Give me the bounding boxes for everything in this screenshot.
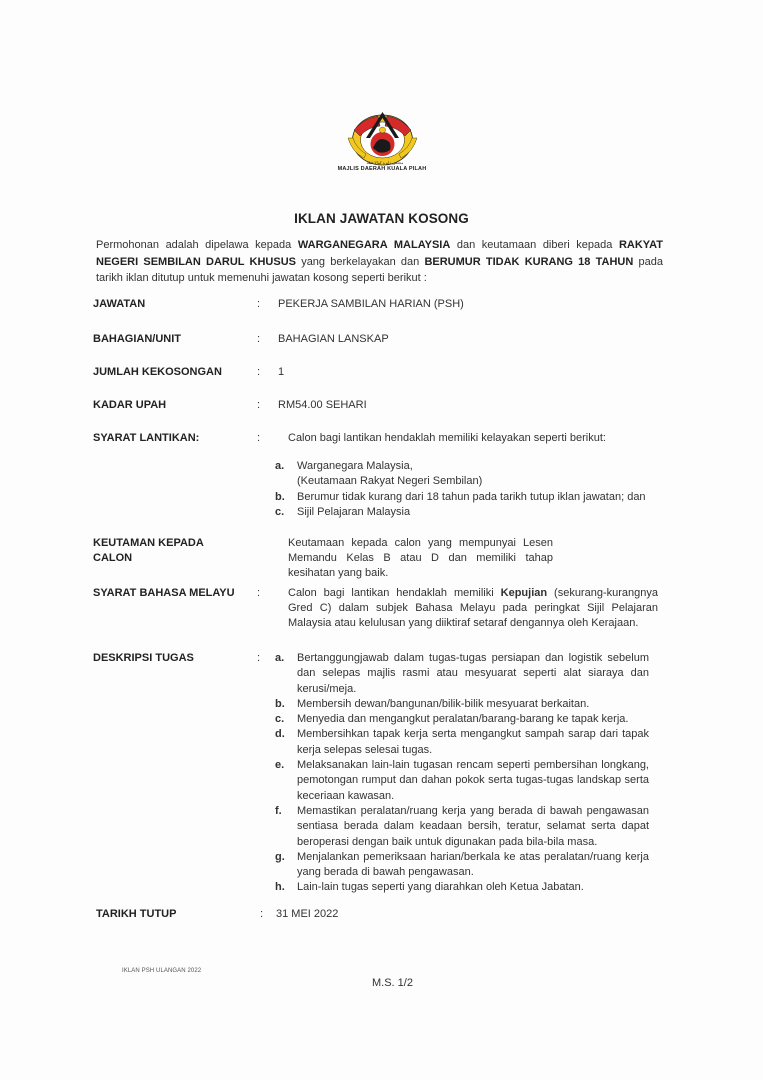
page-title: IKLAN JAWATAN KOSONG [294,211,469,226]
list-text: Melaksanakan lain-lain tugasan rencam seperti pembersihan longkang, pemotongan rumput dan dahan pokok serta tugas-tugas landskap serta keceriaan kawasan. [297,759,649,802]
field-label: JUMLAH KEKOSONGAN [93,366,222,378]
list-item [275,758,649,804]
list-item [275,880,649,895]
list-marker: d. [275,728,285,741]
intro-text: dan keutamaan diberi kepada [450,239,619,251]
field-label: BAHAGIAN/UNIT [93,333,181,345]
list-marker: b. [275,490,285,503]
field-value: RM54.00 SEHARI [278,399,367,411]
field-value: BAHAGIAN LANSKAP [278,333,389,345]
intro-bold: WARGANEGARA MALAYSIA [297,239,451,251]
list-item [275,850,649,881]
list-marker: b. [275,697,285,710]
list-text: (Keutamaan Rakyat Negeri Sembilan) [297,475,483,488]
colon: : [257,652,261,664]
colon: : [257,399,261,411]
field-label: SYARAT LANTIKAN: [93,432,200,444]
list-text: Memastikan peralatan/ruang kerja yang berada di bawah pengawasan sentiasa berada dalam keadaan bersih, teratur, selamat serta dapat beroperasi dengan baik untuk digunakan pada bila-bila masa. [297,804,649,848]
field-label: JAWATAN [93,298,146,310]
field-value: 1 [278,366,285,378]
colon: : [257,432,261,444]
intro-bold: BERUMUR TIDAK KURANG 18 TAHUN [424,255,634,268]
field-label: KADAR UPAH [93,399,167,411]
list-marker: a. [275,652,285,664]
field-label: DESKRIPSI TUGAS [93,652,194,664]
field-value [288,586,658,631]
list-text: Berumur tidak kurang dari 18 tahun pada tarikh tutup iklan jawatan; dan [297,490,646,503]
list-marker: f. [275,804,282,817]
field-value: Calon bagi lantikan hendaklah memiliki kelayakan seperti berikut: [288,432,606,444]
list-item [275,490,675,505]
list-item [275,804,649,850]
intro-paragraph [96,237,663,287]
page-number: M.S. 1/2 [372,977,413,989]
field-label-line: CALON [93,552,133,564]
value-bold: Kepujian [500,587,548,599]
list-text: Membersihkan tapak kerja serta mengangkut sampah sarap dari tapak kerja selepas selesai tugas. [297,728,649,756]
deskripsi-list [275,651,649,896]
logo-caption: MAJLIS DAERAH KUALA PILAH [337,166,427,172]
list-text: Lain-lain tugas seperti yang diarahkan oleh Ketua Jabatan. [297,881,584,894]
colon: : [257,366,261,378]
list-text: Menjalankan pemeriksaan harian/berkala ke atas peralatan/ruang kerja yang berada di bawah pengawasan. [297,850,649,879]
list-item [275,459,675,490]
list-marker: g. [275,850,285,863]
syarat-list [275,459,675,520]
list-item [275,727,649,758]
field-label: TARIKH TUTUP [96,908,177,920]
intro-bold: RAKYAT NEGERI SEMBILAN DARUL KHUSUS [96,239,663,268]
list-item [275,505,675,520]
intro-text: yang berkelayakan dan [295,255,425,268]
list-marker: e. [275,759,285,772]
field-value: Keutamaan kepada calon yang mempunyai Lesen Memandu Kelas B atau D dan memiliki tahap kesihatan yang baik. [288,537,553,579]
colon: : [257,587,261,599]
list-item [275,651,649,697]
list-text: Menyedia dan mengangkut peralatan/barang-barang ke tapak kerja. [297,713,629,726]
document-reference: IKLAN PSH ULANGAN 2022 [122,968,202,974]
list-marker: h. [275,881,285,894]
colon: : [260,908,264,920]
field-label-line: KEUTAMAN KEPADA [93,537,204,549]
value-text: (sekurang-kurangnya Gred C) dalam subjek Bahasa Melayu pada peringkat Sijil Pelajaran Malaysia atau kelulusan yang diiktiraf setaraf dengannya oleh Kerajaan. [288,587,658,629]
list-text: Bertanggungjawab dalam tugas-tugas persiapan dan logistik sebelum dan selepas majlis rasmi atau mesyuarat seperti alat siaraya dan kerusi/meja. [297,652,649,695]
field-value: 31 MEI 2022 [276,908,339,920]
field-label [93,536,253,566]
field-label: SYARAT BAHASA MELAYU [93,587,235,599]
logo-caption-arabic: مجلس دايره کوالا ڤيله [366,160,404,165]
list-marker: a. [275,460,285,472]
list-item [275,712,649,727]
value-text: Calon bagi lantikan hendaklah memiliki [288,587,501,599]
list-marker: c. [275,713,285,726]
list-text: Warganegara Malaysia, [297,460,413,472]
intro-text: pada tarikh iklan ditutup untuk memenuhi jawatan kosong seperti berikut : [96,255,663,284]
intro-text: Permohonan adalah dipelawa kepada [96,239,298,251]
list-item [275,697,649,712]
field-value: PEKERJA SAMBILAN HARIAN (PSH) [278,298,464,310]
majlis-daerah-kuala-pilah-logo-icon [340,108,425,168]
list-text: Sijil Pelajaran Malaysia [297,505,411,518]
colon: : [257,333,261,345]
colon: : [257,298,261,310]
field-syarat-lantikan [93,431,673,521]
list-text: Membersih dewan/bangunan/bilik-bilik mesyuarat berkaitan. [297,697,590,710]
list-marker: c. [275,505,285,518]
